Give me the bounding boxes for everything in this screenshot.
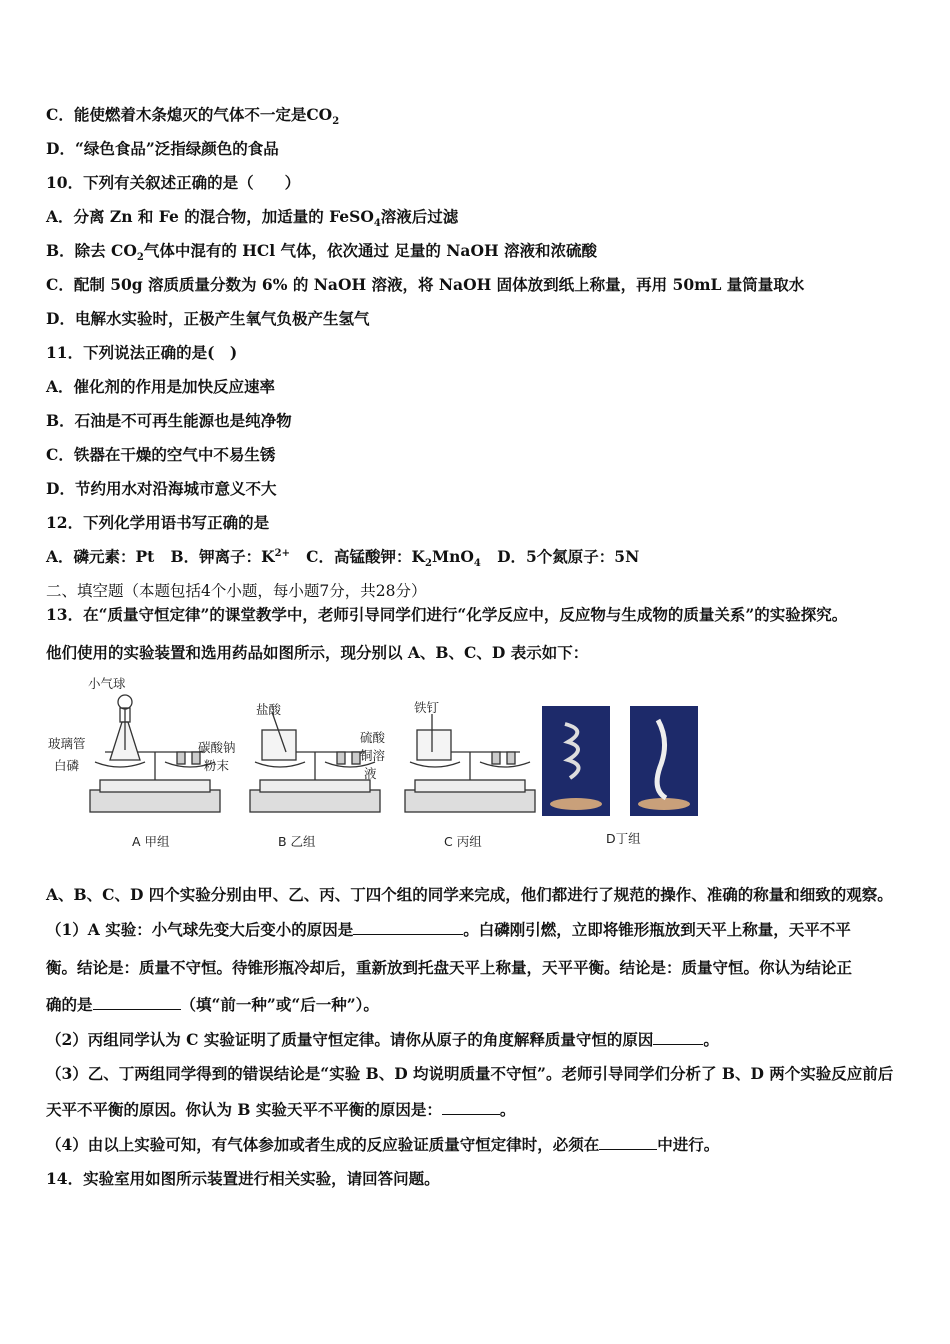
answer-blank-3[interactable] (653, 1030, 703, 1045)
q11-option-a: A．催化剂的作用是加快反应速率 (46, 377, 276, 396)
q11-stem: 11．下列说法正确的是( ) (46, 343, 238, 362)
label-copper-sulfate-3: 液 (364, 766, 377, 781)
q13-part-4: （4）由以上实验可知，有气体参加或者生成的反应验证质量守恒定律时，必须在 中进行。 (46, 1135, 720, 1154)
answer-blank-1[interactable] (353, 920, 463, 935)
q11-option-d: D．节约用水对沿海城市意义不大 (46, 479, 277, 498)
q13-stem-2: 他们使用的实验装置和选用药品如图所示，现分别以 A、B、C、D 表示如下： (46, 643, 589, 662)
q13-part-3-line-2: 天平不平衡的原因。你认为 B 实验天平不平衡的原因是： 。 (46, 1100, 516, 1119)
balance-c (405, 714, 535, 812)
q10-stem: 10．下列有关叙述正确的是（ ） (46, 173, 301, 192)
q14-stem: 14．实验室用如图所示装置进行相关实验，请回答问题。 (46, 1169, 440, 1188)
photo-d-1-base (550, 798, 602, 810)
caption-a: A 甲组 (132, 834, 170, 849)
q13-part-3-line-1: （3）乙、丁两组同学得到的错误结论是“实验 B、D 均说明质量不守恒”。老师引导同学们分析了 B、D 两个实验反应前后 (46, 1064, 894, 1083)
answer-blank-4[interactable] (442, 1100, 500, 1115)
q12-option-c: C．高锰酸钾：$K_2MnO_4$ (306, 547, 481, 570)
caption-c: C 丙组 (444, 834, 482, 849)
caption-d: D丁组 (606, 831, 641, 846)
q11-option-b: B．石油是不可再生能源也是纯净物 (46, 411, 292, 430)
q13-experiment-figure (40, 672, 720, 852)
label-balloon: 小气球 (88, 676, 126, 691)
label-hydrochloric-acid: 盐酸 (256, 702, 282, 717)
q12-options (46, 545, 639, 569)
q12-option-a: A．磷元素：Pt (46, 547, 155, 566)
label-copper-sulfate-2: 铜溶 (360, 748, 386, 763)
q13-part-1-line-2: 衡。结论是：质量不守恒。待锥形瓶冷却后，重新放到托盘天平上称量，天平平衡。结论是：质量守恒。你认为结论正 (46, 958, 853, 977)
q13-part-1-line-1: （1）A 实验：小气球先变大后变小的原因是 。白磷刚引燃，立即将锥形瓶放到天平上称量，天平不平 (46, 920, 851, 939)
q10-option-d: D．电解水实验时，正极产生氧气负极产生氢气 (46, 309, 370, 328)
answer-blank-5[interactable] (599, 1135, 657, 1150)
q13-stem-1: 13．在“质量守恒定律”的课堂教学中，老师引导同学们进行“化学反应中，反应物与生成物的质量关系”的实验探究。 (46, 605, 848, 624)
label-sodium-carbonate-2: 粉末 (204, 758, 230, 773)
q9-option-d: D．“绿色食品”泛指绿颜色的食品 (46, 139, 279, 158)
q13-part-2: （2）丙组同学认为 C 实验证明了质量守恒定律。请你从原子的角度解释质量守恒的原因 。 (46, 1030, 719, 1049)
caption-b: B 乙组 (278, 834, 316, 849)
q12-option-d: D．5个氮原子：5N (497, 547, 640, 566)
q13-part-1-line-3: 确的是 （填“前一种”或“后一种”）。 (46, 995, 379, 1014)
photo-d-2-base (638, 798, 690, 810)
section-2-heading: 二、填空题（本题包括4个小题，每小题7分，共28分） (46, 582, 427, 600)
q12-stem: 12．下列化学用语书写正确的是 (46, 513, 270, 532)
answer-blank-2[interactable] (93, 995, 181, 1010)
q9-option-c: C．能使燃着木条熄灭的气体不一定是$CO_2$ (46, 105, 340, 128)
q11-option-c: C．铁器在干燥的空气中不易生锈 (46, 445, 276, 464)
label-white-phosphorus: 白磷 (54, 758, 80, 773)
q13-paragraph-0: A、B、C、D 四个实验分别由甲、乙、丙、丁四个组的同学来完成，他们都进行了规范的操作、准确的称量和细致的观察。 (46, 885, 893, 904)
q12-option-b: B．钾离子：$K^{2+}$ (170, 547, 290, 566)
q10-option-b: B．除去 $CO_2$气体中混有的 HCl 气体，依次通过 足量的 NaOH 溶液和浓硫酸 (46, 241, 598, 264)
label-glass-tube: 玻璃管 (48, 736, 86, 751)
q10-option-c: C．配制 50g 溶质质量分数为 6% 的 NaOH 溶液，将 NaOH 固体放到纸上称量，再用 50mL 量筒量取水 (46, 275, 805, 294)
label-iron-nail: 铁钉 (414, 700, 440, 715)
label-copper-sulfate-1: 硫酸 (360, 730, 386, 745)
label-sodium-carbonate-1: 碳酸钠 (198, 740, 236, 755)
q10-option-a: A．分离 Zn 和 Fe 的混合物，加适量的 FeSO$_4$溶液后过滤 (46, 207, 459, 230)
